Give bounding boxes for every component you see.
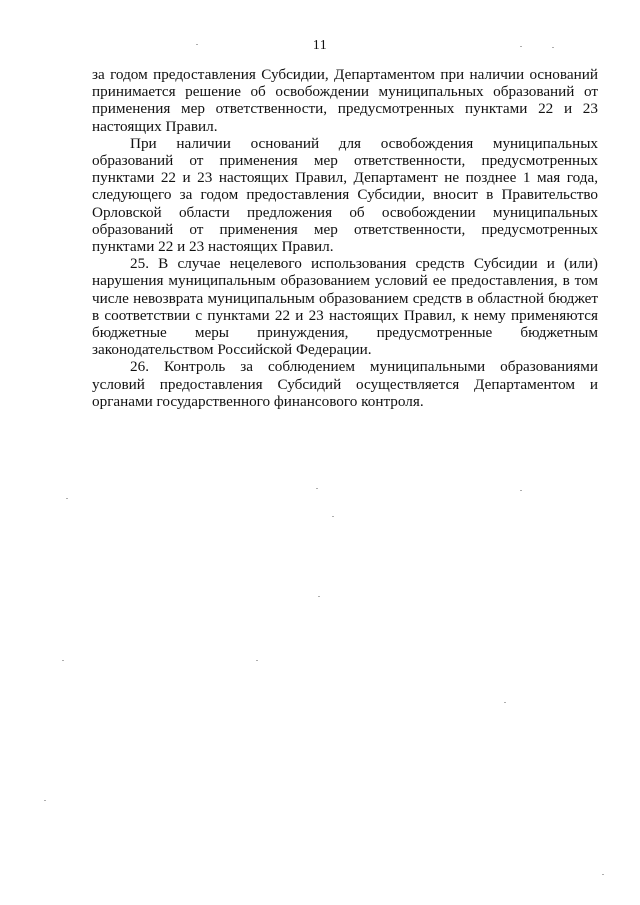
scan-speck xyxy=(504,702,506,703)
scan-speck xyxy=(552,47,554,48)
paragraph-26-control: 26. Контроль за соблюдением муниципальными образованиями условий предоставления Субсидий осуществляется Департаментом и органами государственного финансового контроля. xyxy=(92,358,598,410)
paragraph-continuation: за годом предоставления Субсидии, Департаментом при наличии оснований принимается решение об освобождении муниципальных образований от применения мер ответственности, предусмотренных пунктами 22 и 23 настоящих Правил. xyxy=(92,66,598,135)
paragraph-25-misuse: 25. В случае нецелевого использования средств Субсидии и (или) нарушения муниципальным образованием условий ее предоставления, в том числе невозврата муниципальным образованием средств в областной бюджет в соответствии с пунктами 22 и 23 настоящих Правил, к нему применяются бюджетные меры принуждения, предусмотренные бюджетным законодательством Российской Федерации. xyxy=(92,255,598,359)
scan-speck xyxy=(256,660,258,661)
paragraph-exemption: При наличии оснований для освобождения муниципальных образований от применения мер ответственности, предусмотренных пунктами 22 и 23 настоящих Правил, Департамент не позднее 1 мая года, следующего за годом предоставления Субсидии, вносит в Правительство Орловской области предложения об освобождении муниципальных образований от применения мер ответственности, предусмотренных пунктами 22 и 23 настоящих Правил. xyxy=(92,134,598,256)
scan-speck xyxy=(316,488,318,489)
scan-speck xyxy=(332,516,334,517)
scan-speck xyxy=(44,800,46,801)
scan-speck xyxy=(520,46,522,47)
scan-speck xyxy=(318,596,320,597)
scan-speck xyxy=(520,490,522,491)
scan-speck xyxy=(196,44,198,45)
page-number: 11 xyxy=(312,38,328,53)
scan-speck xyxy=(66,498,68,499)
scan-speck xyxy=(62,660,64,661)
scan-speck xyxy=(602,874,604,875)
document-body xyxy=(92,66,598,410)
